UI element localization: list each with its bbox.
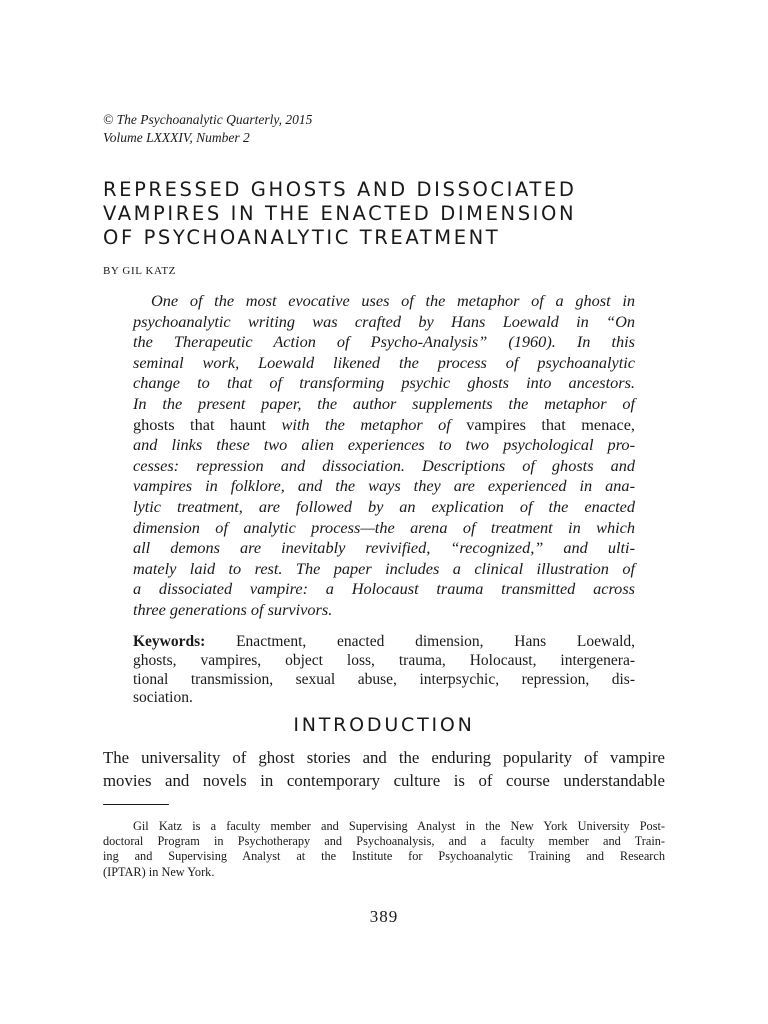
abstract-line: vampires in folklore, and the ways they are experienced in ana- [133, 476, 635, 496]
abstract-line: mately laid to rest. The paper includes a clinical illustration of [133, 558, 635, 578]
keywords-label: Keywords: [133, 633, 206, 650]
footnote-rule [103, 804, 169, 805]
abstract-line: dimension of analytic process—the arena of treatment in which [133, 517, 635, 537]
abstract-line [133, 415, 635, 436]
keywords-text: Enactment, enacted dimension, Hans Loewald, [236, 633, 636, 650]
abstract-line: all demons are inevitably revivified, “recognized,” and ulti- [133, 538, 635, 558]
roman-text: ghosts that haunt [133, 414, 267, 434]
footnote-line: Gil Katz is a faculty member and Supervising Analyst in the New York University Post- [133, 819, 665, 833]
abstract-line: One of the most evocative uses of the metaphor of a ghost in [151, 291, 635, 310]
journal-citation [103, 111, 312, 147]
italic-text: with the metaphor of [281, 414, 451, 434]
abstract-line: seminal work, Loewald likened the process of psychoanalytic [133, 352, 635, 372]
title-line: REPRESSED GHOSTS AND DISSOCIATED [103, 178, 577, 201]
keywords-line: ghosts, vampires, object loss, trauma, Holocaust, intergenera- [133, 651, 635, 669]
abstract-line: a dissociated vampire: a Holocaust trauma transmitted across [133, 579, 635, 599]
abstract-line: change to that of transforming psychic ghosts into ancestors. [133, 373, 635, 393]
article-title [103, 178, 663, 250]
abstract [133, 291, 635, 621]
volume-line: Volume LXXXIV, Number 2 [103, 130, 250, 145]
footnote-line: doctoral Program in Psychotherapy and Psychoanalysis, and a faculty member and Train- [103, 834, 665, 849]
abstract-line: and links these two alien experiences to two psychological pro- [133, 435, 635, 455]
section-heading: INTRODUCTION [293, 714, 475, 736]
roman-text: vampires that menace, [466, 414, 636, 434]
keywords-line [133, 633, 635, 652]
title-line: OF PSYCHOANALYTIC TREATMENT [103, 226, 501, 249]
abstract-line: In the present paper, the author supplements the metaphor of [133, 393, 635, 413]
footnote [103, 819, 665, 880]
journal-line: © The Psychoanalytic Quarterly, 2015 [103, 112, 313, 127]
keywords-line: tional transmission, sexual abuse, interpsychic, repression, dis- [133, 670, 635, 688]
abstract-line: three generations of survivors. [133, 599, 333, 619]
keywords [133, 633, 635, 708]
footnote-line: (IPTAR) in New York. [103, 864, 215, 879]
abstract-line: cesses: repression and dissociation. Descriptions of ghosts and [133, 455, 635, 475]
abstract-line: lytic treatment, are followed by an explication of the enacted [133, 496, 635, 516]
body-line: movies and novels in contemporary culture is of course understandable [103, 771, 665, 790]
body-line: The universality of ghost stories and the enduring popularity of vampire [103, 748, 665, 767]
byline: BY GIL KATZ [103, 265, 176, 277]
abstract-line: the Therapeutic Action of Psycho-Analysis” (1960). In this [133, 332, 635, 352]
body-text [103, 746, 665, 792]
abstract-line: psychoanalytic writing was crafted by Hans Loewald in “On [133, 311, 635, 331]
keywords-line: sociation. [133, 689, 193, 707]
title-line: VAMPIRES IN THE ENACTED DIMENSION [103, 202, 577, 225]
footnote-line: ing and Supervising Analyst at the Institute for Psychoanalytic Training and Research [103, 849, 665, 864]
page-number: 389 [369, 907, 399, 926]
